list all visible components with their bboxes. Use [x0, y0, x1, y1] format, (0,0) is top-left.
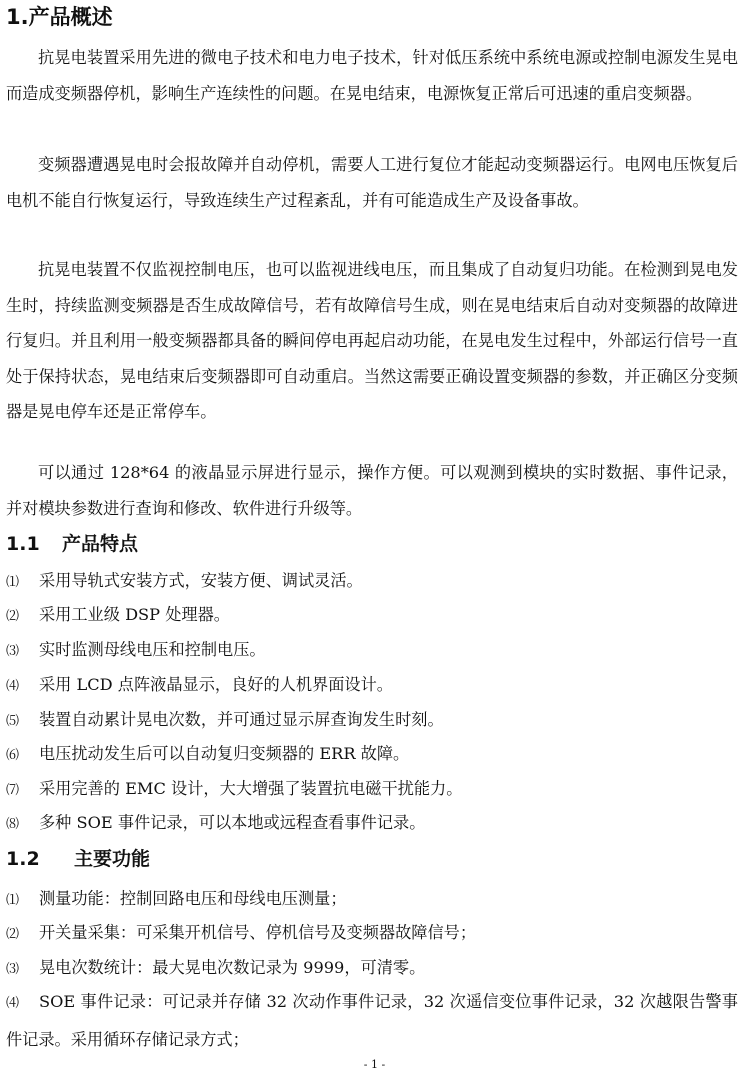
list-text: 采用 LCD 点阵液晶显示，良好的人机界面设计。 [39, 675, 393, 694]
list-text: 实时监测母线电压和控制电压。 [39, 640, 266, 659]
list-text: 多种 SOE 事件记录，可以本地或远程查看事件记录。 [39, 813, 426, 832]
list-marker: ⑷ [6, 996, 20, 1011]
section-title: 主要功能 [74, 848, 151, 870]
section-number: 1.2 [6, 848, 40, 870]
list-marker: ⑵ [6, 609, 20, 624]
list-marker: ⑺ [6, 783, 20, 798]
page-number: - 1 - [363, 1058, 386, 1071]
list-marker: ⑴ [6, 893, 20, 908]
feature-item [6, 598, 738, 633]
function-item [6, 951, 738, 986]
intro-paragraph-2: 变频器遭遇晃电时会报故障并自动停机，需要人工进行复位才能起动变频器运行。电网电压恢复后电机不能自行恢复运行，导致连续生产过程紊乱，并有可能造成生产及设备事故。 [6, 155, 738, 210]
feature-item [6, 668, 738, 703]
list-marker: ⑵ [6, 927, 20, 942]
list-marker: ⑶ [6, 962, 20, 977]
list-marker: ⑸ [6, 714, 20, 729]
list-text: 装置自动累计晃电次数，并可通过显示屏查询发生时刻。 [39, 710, 444, 729]
list-text: SOE 事件记录：可记录并存储 32 次动作事件记录，32 次遥信变位事件记录，32 次越限告警事件记录。采用循环存储记录方式； [6, 992, 738, 1049]
intro-paragraph-1: 抗晃电装置采用先进的微电子技术和电力电子技术，针对低压系统中系统电源或控制电源发生晃电而造成变频器停机，影响生产连续性的问题。在晃电结束，电源恢复正常后可迅速的重启变频器。 [6, 48, 738, 103]
intro-paragraph-4: 可以通过 128*64 的液晶显示屏进行显示，操作方便。可以观测到模块的实时数据、事件记录，并对模块参数进行查询和修改、软件进行升级等。 [6, 463, 738, 518]
feature-item [6, 806, 738, 841]
section-heading-features [6, 530, 138, 558]
list-marker: ⑷ [6, 679, 20, 694]
list-text: 电压扰动发生后可以自动复归变频器的 ERR 故障。 [39, 744, 410, 763]
list-text: 测量功能：控制回路电压和母线电压测量； [39, 889, 347, 908]
list-marker: ⑴ [6, 575, 20, 590]
feature-item [6, 564, 738, 599]
list-text: 采用导轨式安装方式，安装方便、调试灵活。 [39, 571, 363, 590]
function-item [6, 882, 738, 917]
list-text: 采用工业级 DSP 处理器。 [39, 605, 230, 624]
list-text: 晃电次数统计：最大晃电次数记录为 9999，可清零。 [39, 958, 426, 977]
intro-paragraph-3: 抗晃电装置不仅监视控制电压，也可以监视进线电压，而且集成了自动复归功能。在检测到晃电发生时，持续监测变频器是否生成故障信号，若有故障信号生成，则在晃电结束后自动对变频器的故障进行复归。并且利用一般变频器都具备的瞬间停电再起启动功能，在晃电发生过程中，外部运行信号一直处于保持状态，晃电结束后变频器即可自动重启。当然这需要正确设置变频器的参数，并正确区分变频器是晃电停车还是正常停车。 [6, 260, 738, 421]
feature-item [6, 737, 738, 772]
function-item [6, 916, 738, 951]
section-number: 1.1 [6, 533, 40, 555]
list-marker: ⑻ [6, 817, 20, 832]
list-text: 采用完善的 EMC 设计，大大增强了装置抗电磁干扰能力。 [39, 779, 463, 798]
feature-item [6, 703, 738, 738]
feature-item [6, 633, 738, 668]
section-title: 产品特点 [62, 533, 139, 555]
section-heading-functions [6, 845, 150, 873]
list-marker: ⑹ [6, 748, 20, 763]
page-title: 1.产品概述 [6, 5, 113, 29]
list-text: 开关量采集：可采集开机信号、停机信号及变频器故障信号； [39, 923, 477, 942]
list-marker: ⑶ [6, 644, 20, 659]
function-item [6, 984, 738, 1058]
feature-item [6, 772, 738, 807]
